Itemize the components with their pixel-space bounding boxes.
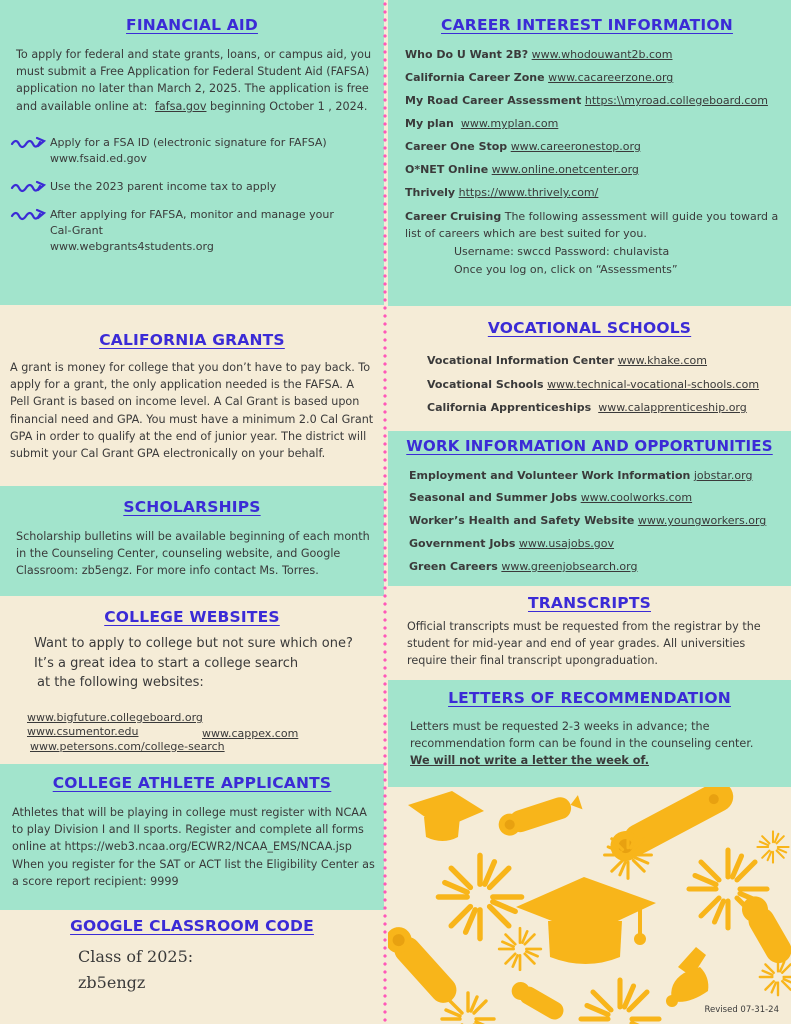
work-row: Green Careers www.greenjobsearch.org — [409, 560, 638, 573]
college-websites-heading: COLLEGE WEBSITES — [104, 608, 280, 626]
california-grants-text: A grant is money for college that you don’t have to pay back. To apply for a grant, the only application needed is the FAFSA. A Pell Grant is based on income level. A Cal Grant is based upon financial need and GPA. You must have a minimum 2.0 Cal Grant GPA in order to qualify at the end of junior year. The district will submit your Cal Grant GPA electronically on your behalf. — [10, 361, 374, 461]
athlete-heading: COLLEGE ATHLETE APPLICANTS — [52, 774, 332, 792]
graduation-pattern-icon — [388, 787, 791, 1024]
career-row: California Career Zone www.cacareerzone.org — [405, 71, 674, 84]
career-cruising-credentials: Username: swccd Password: chulavista — [454, 245, 670, 258]
work-row: Worker’s Health and Safety Website www.youngworkers.org — [409, 514, 767, 527]
bigfuture-link[interactable]: www.bigfuture.collegeboard.org — [27, 711, 203, 724]
fafsa-step-3-text-2: Cal-Grant — [50, 224, 103, 237]
career-row: O*NET Online www.online.onetcenter.org — [405, 163, 639, 176]
career-cruising: Career Cruising The following assessment will guide you toward a — [405, 210, 779, 223]
work-row: Seasonal and Summer Jobs www.coolworks.com — [409, 491, 693, 504]
financial-aid-intro: To apply for federal and state grants, loans, or campus aid, you must submit a Free Application for Federal Student Aid (FAFSA) application no later than March 2, 2025. The application is free and available online at: fafsa.gov beginning October 1 , 2024. — [16, 48, 372, 113]
college-websites-section — [0, 596, 384, 764]
fafsa-step-2-text: Use the 2023 parent income tax to apply — [50, 180, 277, 193]
graduation-illustration — [388, 787, 791, 1024]
google-classroom-section — [0, 910, 384, 1024]
work-section — [388, 431, 791, 586]
squiggle-arrow-icon — [10, 207, 50, 221]
career-cruising-text: list of careers which are best suited for you. — [405, 227, 647, 240]
webgrants-link[interactable]: www.webgrants4students.org — [50, 240, 214, 253]
fafsa-step-1-text: Apply for a FSA ID (electronic signature for FAFSA) — [50, 136, 327, 149]
google-classroom-code: Class of 2025: zb5engz — [78, 947, 194, 992]
career-row: Career One Stop www.careeronestop.org — [405, 140, 641, 153]
scholarships-section — [0, 486, 384, 596]
letters-text: Letters must be requested 2-3 weeks in advance; the recommendation form can be found in the counseling center. — [410, 720, 754, 751]
vocational-heading: VOCATIONAL SCHOOLS — [487, 319, 692, 337]
california-grants-heading: CALIFORNIA GRANTS — [99, 331, 285, 349]
transcripts-text: Official transcripts must be requested from the registrar by the student for mid-year and end of year grades. All universities require their final transcript upongraduation. — [407, 620, 761, 668]
squiggle-arrow-icon — [10, 135, 50, 149]
vocational-section — [388, 306, 791, 431]
csumentor-link[interactable]: www.csumentor.edu — [27, 725, 139, 738]
work-row: Employment and Volunteer Work Information jobstar.org — [409, 469, 753, 482]
letters-emphasis: We will not write a letter the week of. — [410, 754, 649, 767]
athlete-text: Athletes that will be playing in college must register with NCAA to play Division I and II sports. Register and complete all forms online at https://web3.ncaa.org/ECWR2/NCAA_EMS/NCAA.jsp When you register for the SAT or ACT list the Eligibility Center as a score report recipient: 9999 — [12, 806, 375, 888]
scholarships-text: Scholarship bulletins will be available beginning of each month in the Counseling Center, counseling website, and Google Classroom: zb5engz. For more info contact Ms. Torres. — [16, 530, 370, 578]
work-heading: WORK INFORMATION AND OPPORTUNITIES — [406, 437, 773, 455]
career-heading: CAREER INTEREST INFORMATION — [441, 16, 733, 34]
transcripts-section — [388, 586, 791, 680]
financial-aid-heading: FINANCIAL AID — [126, 16, 258, 34]
fafsa-step-2 — [10, 179, 370, 195]
fafsa-step-3-text: After applying for FAFSA, monitor and manage your — [50, 208, 334, 221]
vocational-row: Vocational Information Center www.khake.com — [427, 354, 707, 367]
letters-heading: LETTERS OF RECOMMENDATION — [448, 689, 731, 707]
college-websites-intro: Want to apply to college but not sure which one? It’s a great idea to start a college search at the following websites: — [34, 636, 353, 690]
petersons-link[interactable]: www.petersons.com/college-search — [30, 740, 225, 753]
dotted-divider — [383, 0, 387, 1024]
vocational-row: California Apprenticeships www.calapprenticeship.org — [427, 401, 747, 414]
vocational-row: Vocational Schools www.technical-vocational-schools.com — [427, 378, 760, 391]
career-row: Thrively https://www.thrively.com/ — [405, 186, 599, 199]
career-cruising-instructions: Once you log on, click on “Assessments” — [454, 263, 678, 276]
fafsa-step-1 — [10, 135, 370, 167]
career-row: Who Do U Want 2B? www.whodouwant2b.com — [405, 48, 673, 61]
work-row: Government Jobs www.usajobs.gov — [409, 537, 615, 550]
california-grants-section — [0, 305, 384, 486]
fafsa-link[interactable]: fafsa.gov — [154, 99, 207, 113]
letters-section — [388, 680, 791, 787]
revised-date: Revised 07-31-24 — [704, 1005, 779, 1015]
financial-aid-section — [0, 0, 384, 305]
career-row: My plan www.myplan.com — [405, 117, 559, 130]
squiggle-arrow-icon — [10, 179, 50, 193]
google-classroom-heading: GOOGLE CLASSROOM CODE — [70, 917, 314, 935]
fsaid-link[interactable]: www.fsaid.ed.gov — [50, 152, 147, 165]
career-row: My Road Career Assessment https:\\myroad.collegeboard.com — [405, 94, 768, 107]
career-section — [388, 0, 791, 306]
athlete-section — [0, 764, 384, 910]
scholarships-heading: SCHOLARSHIPS — [123, 498, 261, 516]
cappex-link[interactable]: www.cappex.com — [202, 727, 299, 740]
transcripts-heading: TRANSCRIPTS — [527, 594, 651, 612]
fafsa-step-3 — [10, 207, 370, 255]
